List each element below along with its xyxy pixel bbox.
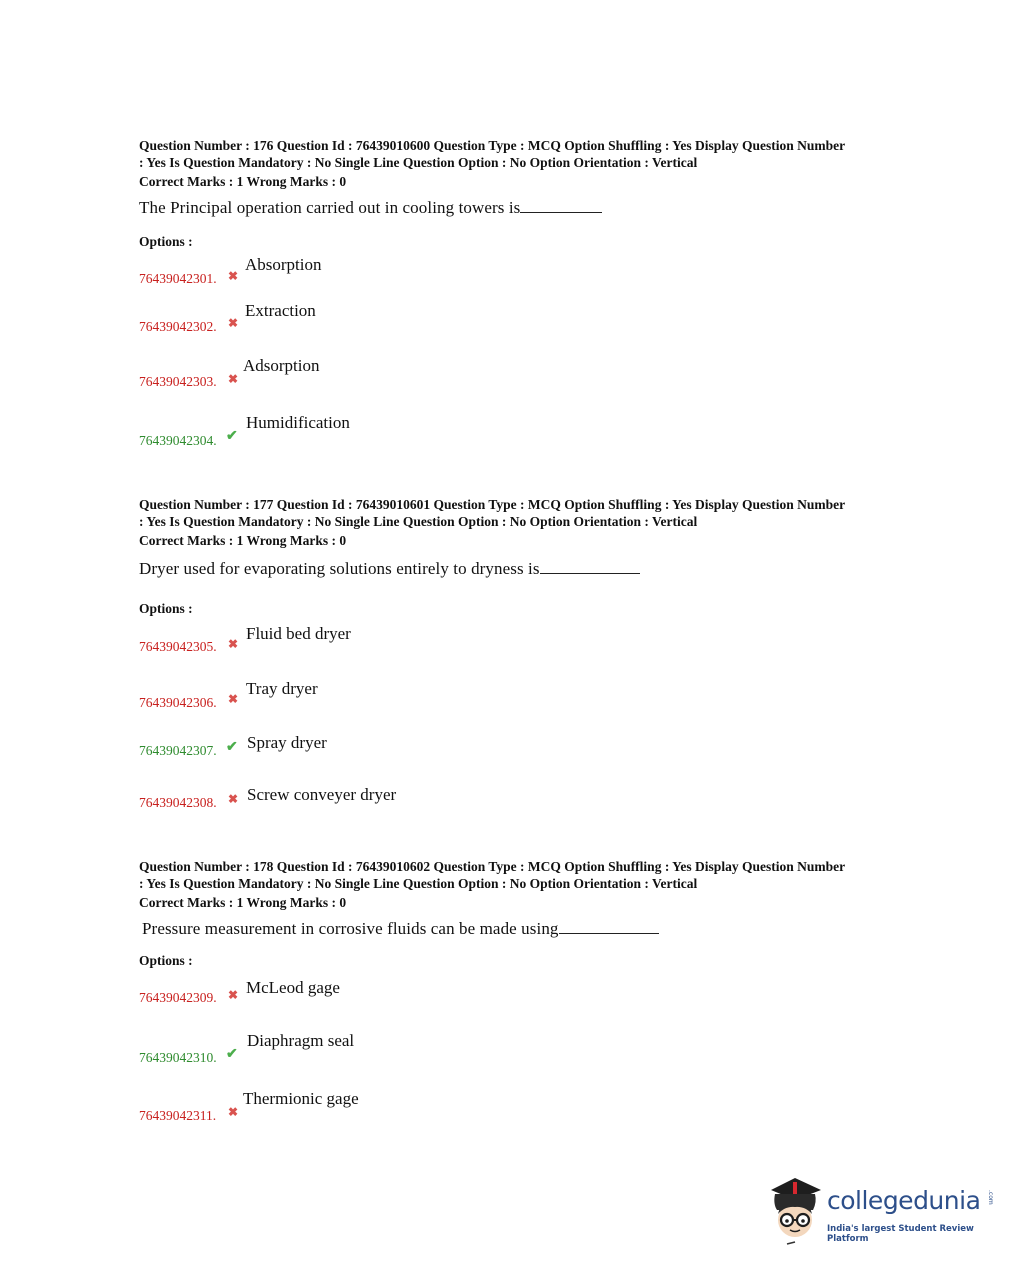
option-row[interactable]: [139, 624, 839, 654]
mascot-icon: [765, 1176, 825, 1248]
question-176: [139, 137, 919, 457]
option-text: McLeod gage: [246, 978, 340, 997]
question-marks: Correct Marks : 1 Wrong Marks : 0: [139, 533, 347, 548]
answer-blank: [559, 932, 659, 934]
option-id: 76439042304.: [139, 433, 217, 448]
question-meta-line1: Question Number : 176 Question Id : 76439010600 Question Type : MCQ Option Shuffling : Yes Display Question Number: [139, 138, 846, 153]
option-text: Spray dryer: [247, 733, 327, 752]
check-icon: ✔: [226, 1047, 238, 1062]
cross-icon: ✖: [228, 988, 239, 1002]
option-id: 76439042301.: [139, 271, 217, 286]
logo-wordmark: collegedunia: [827, 1186, 981, 1215]
option-text: Fluid bed dryer: [246, 624, 351, 643]
option-row[interactable]: [139, 978, 839, 1008]
option-id: 76439042310.: [139, 1050, 217, 1065]
question-meta: [139, 496, 919, 549]
cross-icon: ✖: [228, 316, 239, 330]
cross-icon: ✖: [228, 692, 239, 706]
question-177: [139, 496, 919, 816]
cross-icon: ✖: [228, 372, 239, 386]
question-meta: [139, 137, 919, 190]
cross-icon: ✖: [228, 269, 239, 283]
option-row[interactable]: [139, 1089, 839, 1123]
option-text: Adsorption: [243, 356, 320, 375]
option-text: Extraction: [245, 301, 316, 320]
option-id: 76439042306.: [139, 695, 217, 710]
option-id: 76439042309.: [139, 990, 217, 1005]
answer-blank: [520, 211, 602, 213]
question-text-content: Pressure measurement in corrosive fluids can be made using: [142, 919, 559, 938]
option-row[interactable]: [139, 301, 839, 334]
question-meta-line1: Question Number : 178 Question Id : 76439010602 Question Type : MCQ Option Shuffling : Yes Display Question Number: [139, 859, 846, 874]
options-label: Options :: [139, 953, 193, 968]
question-text: [139, 559, 919, 579]
question-text-content: Dryer used for evaporating solutions entirely to dryness is: [139, 559, 540, 578]
option-id: 76439042308.: [139, 795, 217, 810]
logo-dotcom: .com: [987, 1190, 994, 1205]
check-icon: ✔: [226, 429, 238, 444]
options-label: Options :: [139, 601, 193, 616]
option-text: Humidification: [246, 413, 350, 432]
question-text: [139, 919, 919, 939]
question-meta-line2: : Yes Is Question Mandatory : No Single Line Question Option : No Option Orientation : Vertical: [139, 876, 698, 891]
option-text: Screw conveyer dryer: [247, 785, 397, 804]
option-row[interactable]: [139, 356, 839, 389]
question-marks: Correct Marks : 1 Wrong Marks : 0: [139, 174, 347, 189]
cross-icon: ✖: [228, 792, 239, 806]
option-id: 76439042302.: [139, 319, 217, 334]
answer-blank: [540, 572, 640, 574]
question-178: [139, 858, 919, 1128]
option-text: Thermionic gage: [243, 1089, 359, 1108]
option-text: Diaphragm seal: [247, 1031, 355, 1050]
collegedunia-logo[interactable]: [765, 1176, 995, 1246]
check-icon: ✔: [226, 740, 238, 755]
question-meta-line1: Question Number : 177 Question Id : 76439010601 Question Type : MCQ Option Shuffling : Yes Display Question Number: [139, 497, 846, 512]
option-id: 76439042307.: [139, 743, 217, 758]
question-text: [139, 198, 919, 218]
cross-icon: ✖: [228, 1105, 239, 1119]
option-row[interactable]: [139, 679, 839, 709]
option-text: Absorption: [245, 255, 322, 274]
question-meta-line2: : Yes Is Question Mandatory : No Single Line Question Option : No Option Orientation : Vertical: [139, 514, 698, 529]
option-row[interactable]: [139, 413, 839, 448]
question-text-content: The Principal operation carried out in cooling towers is: [139, 198, 521, 217]
option-row[interactable]: [139, 1031, 839, 1065]
option-id: 76439042311.: [139, 1108, 217, 1123]
option-id: 76439042305.: [139, 639, 217, 654]
cross-icon: ✖: [228, 637, 239, 651]
option-id: 76439042303.: [139, 374, 217, 389]
question-marks: Correct Marks : 1 Wrong Marks : 0: [139, 895, 347, 910]
question-meta-line2: : Yes Is Question Mandatory : No Single Line Question Option : No Option Orientation : Vertical: [139, 155, 698, 170]
option-row[interactable]: [139, 733, 839, 763]
logo-tagline: India's largest Student Review Platform: [827, 1224, 974, 1244]
question-meta: [139, 858, 919, 911]
option-text: Tray dryer: [246, 679, 318, 698]
options-label: Options :: [139, 234, 193, 249]
option-row[interactable]: [139, 785, 839, 815]
option-row[interactable]: [139, 255, 839, 285]
